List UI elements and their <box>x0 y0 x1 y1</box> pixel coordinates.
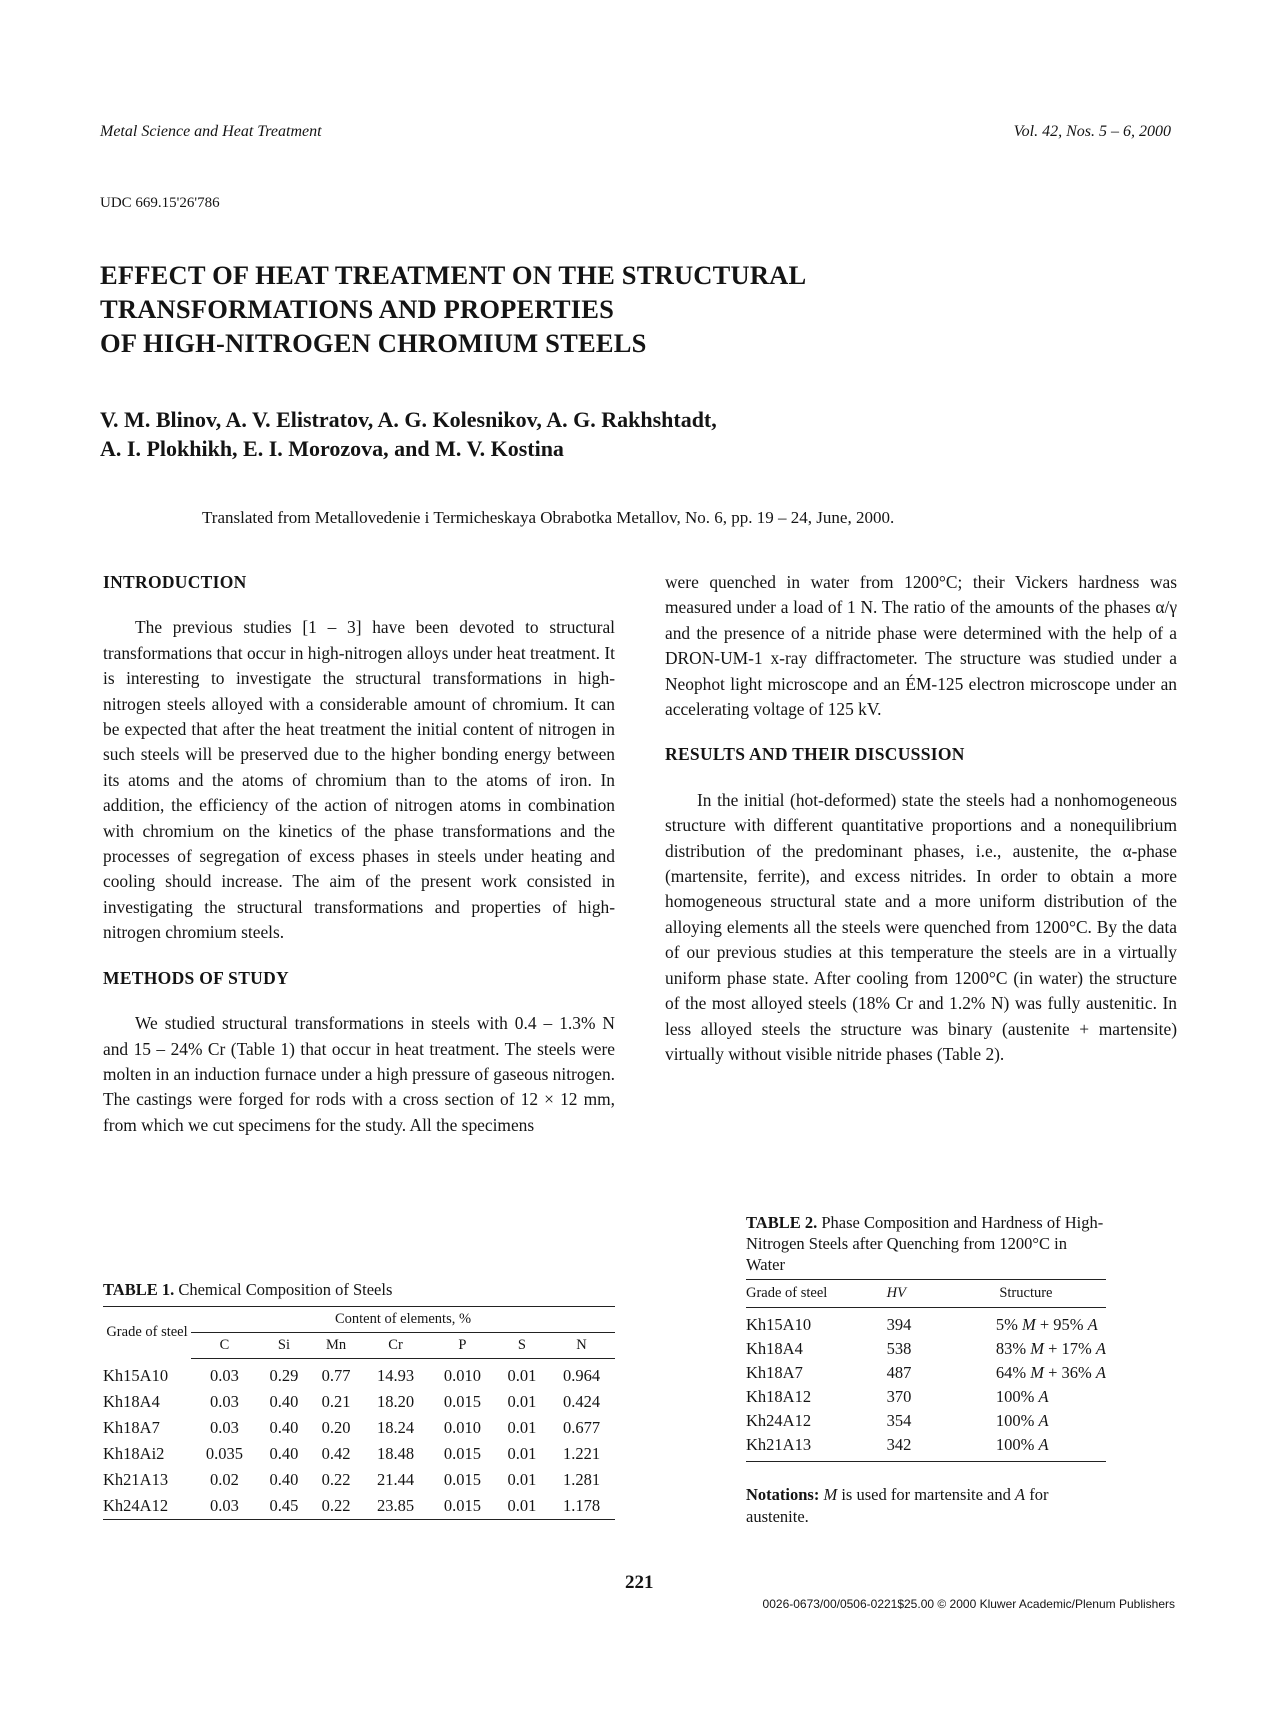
grade-cell: Kh18Ai2 <box>103 1444 165 1463</box>
value-cell: 18.20 <box>376 1392 415 1411</box>
table-1-column-header: N <box>548 1333 615 1359</box>
title-line: OF HIGH-NITROGEN CHROMIUM STEELS <box>100 328 647 358</box>
grade-cell: Kh21A13 <box>746 1433 865 1462</box>
table-1-column-header: Mn <box>310 1333 362 1359</box>
section-heading-introduction: INTRODUCTION <box>103 572 247 592</box>
value-cell: 0.03 <box>191 1493 258 1520</box>
value-cell: 14.93 <box>376 1366 415 1385</box>
right-column <box>665 570 1177 1067</box>
value-cell: 0.035 <box>205 1444 244 1463</box>
value-cell: 0.03 <box>210 1366 239 1385</box>
paper-title <box>100 258 1100 360</box>
udc-code: UDC 669.15'26'786 <box>100 195 220 211</box>
value-cell: 0.01 <box>507 1366 537 1385</box>
value-cell: 0.010 <box>443 1366 482 1385</box>
grade-cell: Kh21A13 <box>103 1470 169 1489</box>
author-list <box>100 405 1100 463</box>
table-row <box>746 1433 1106 1462</box>
value-cell: 0.40 <box>269 1392 299 1411</box>
table-2 <box>746 1212 1106 1528</box>
value-cell: 0.01 <box>507 1392 537 1411</box>
author-line: V. M. Blinov, A. V. Elistratov, A. G. Kolesnikov, A. G. Rakhshtadt, <box>100 407 717 432</box>
table-1-content-header: Content of elements, % <box>191 1307 615 1333</box>
table-1-caption <box>103 1280 615 1300</box>
value-cell: 0.40 <box>269 1444 299 1463</box>
value-cell: 0.015 <box>443 1470 482 1489</box>
grade-cell: Kh18A4 <box>103 1392 160 1411</box>
value-cell: 0.03 <box>210 1418 239 1437</box>
value-cell: 0.015 <box>443 1444 482 1463</box>
structure-cell: 64% M + 36% A <box>995 1363 1106 1382</box>
table-row <box>746 1308 1106 1338</box>
methods-paragraph-continued: were quenched in water from 1200°C; their Vickers hardness was measured under a load of 1 N. The ratio of the amounts of the phases α/γ and the presence of a nitride phase were determined with the help of a DRON-UM-1 x-ray diffractometer. The structure was studied under a Neophot light microscope and an ÉM-125 electron microscope under an accelerating voltage of 125 kV. <box>665 572 1177 720</box>
table-1-grid <box>103 1306 615 1520</box>
value-cell: 18.48 <box>376 1444 415 1463</box>
table-2-structure-header: Structure <box>946 1280 1106 1308</box>
structure-cell: 83% M + 17% A <box>995 1339 1106 1358</box>
value-cell: 0.40 <box>269 1418 299 1437</box>
table-row <box>746 1409 1106 1433</box>
results-paragraph: In the initial (hot-deformed) state the steels had a nonhomogeneous structure with different quantitative proportions and a nonequilibrium distribution of the predominant phases, i.e., austenite, the α-phase (martensite, ferrite), and excess nitrides. In order to obtain a more homogeneous structural state and a more uniform distribution of the alloying elements all the steels were quenched from 1200°C. By the data of our previous studies at this temperature the steels are in a virtually uniform phase state. After cooling from 1200°C (in water) the structure of the most alloyed steels (18% Cr and 1.2% N) was fully austenitic. In less alloyed steels the structure was binary (austenite + martensite) virtually without visible nitride phases (Table 2). <box>665 789 1177 1064</box>
journal-name: Metal Science and Heat Treatment <box>100 123 322 140</box>
value-cell: 0.015 <box>429 1493 496 1520</box>
table-1-column-header: C <box>191 1333 258 1359</box>
structure-cell: 5% M + 95% A <box>995 1315 1098 1334</box>
hardness-cell: 394 <box>886 1315 912 1334</box>
grade-cell: Kh15A10 <box>103 1365 169 1385</box>
value-cell: 1.178 <box>548 1493 615 1520</box>
value-cell: 0.01 <box>507 1470 537 1489</box>
volume-info: Vol. 42, Nos. 5 – 6, 2000 <box>1013 123 1171 140</box>
grade-cell: Kh18A7 <box>103 1418 160 1437</box>
value-cell: 0.01 <box>496 1493 548 1520</box>
table-2-title: Phase Composition and Hardness of High-Nitrogen Steels after Quenching from 1200°C in Water <box>746 1213 1104 1274</box>
table-row <box>103 1359 615 1390</box>
structure-cell: 100% A <box>946 1433 1106 1462</box>
table-row <box>103 1389 615 1415</box>
notations-text: M is used for martensite and A for austenite. <box>746 1485 1049 1526</box>
structure-cell: 100% A <box>995 1411 1049 1430</box>
table-1-title: Chemical Composition of Steels <box>178 1280 393 1299</box>
hardness-cell: 487 <box>886 1363 912 1382</box>
table-row <box>103 1493 615 1520</box>
value-cell: 1.281 <box>562 1470 601 1489</box>
table-row <box>103 1441 615 1467</box>
value-cell: 0.22 <box>321 1470 351 1489</box>
value-cell: 0.010 <box>443 1418 482 1437</box>
value-cell: 23.85 <box>362 1493 429 1520</box>
table-row <box>746 1361 1106 1385</box>
table-row <box>746 1385 1106 1409</box>
hardness-cell: 354 <box>886 1411 912 1430</box>
page-number: 221 <box>625 1572 654 1593</box>
hardness-cell: 342 <box>865 1433 946 1462</box>
value-cell: 0.964 <box>562 1366 601 1385</box>
section-heading-results: RESULTS AND THEIR DISCUSSION <box>665 744 965 765</box>
value-cell: 0.20 <box>321 1418 351 1437</box>
title-line: TRANSFORMATIONS AND PROPERTIES <box>100 294 615 324</box>
value-cell: 0.42 <box>321 1444 351 1463</box>
section-heading-methods: METHODS OF STUDY <box>103 967 289 988</box>
value-cell: 21.44 <box>376 1470 415 1489</box>
table-row <box>746 1337 1106 1361</box>
grade-cell: Kh18A4 <box>746 1339 803 1358</box>
value-cell: 0.03 <box>210 1392 239 1411</box>
table-2-grid <box>746 1279 1106 1462</box>
notations-label: Notations: <box>746 1485 820 1504</box>
hardness-cell: 538 <box>886 1339 912 1358</box>
hardness-cell: 370 <box>886 1387 912 1406</box>
value-cell: 0.21 <box>321 1392 351 1411</box>
value-cell: 0.01 <box>507 1444 537 1463</box>
value-cell: 0.02 <box>210 1470 239 1489</box>
table-1-column-header: P <box>429 1333 496 1359</box>
value-cell: 0.45 <box>258 1493 310 1520</box>
value-cell: 18.24 <box>376 1418 415 1437</box>
grade-cell: Kh24A12 <box>103 1493 191 1520</box>
value-cell: 0.677 <box>562 1418 601 1437</box>
introduction-paragraph: The previous studies [1 – 3] have been devoted to structural transformations that occur in high-nitrogen alloys under heat treatment. It is interesting to investigate the structural transformations in high-nitrogen steels alloyed with a considerable amount of chromium. It can be expected that after the heat treatment the initial content of nitrogen in such steels will be preserved due to the higher bonding energy between its atoms and the atoms of chromium than to the atoms of iron. In addition, the efficiency of the action of nitrogen atoms in combination with chromium on the kinetics of the phase transformations and the processes of segregation of excess phases in steels under heating and cooling should increase. The aim of the present work consisted in investigating the structural transformations and properties of high-nitrogen chromium steels. <box>103 617 615 943</box>
value-cell: 0.40 <box>269 1470 299 1489</box>
translation-note: Translated from Metallovedenie i Termicheskaya Obrabotka Metallov, No. 6, pp. 19 – 24, June, 2000. <box>202 508 895 527</box>
copyright-footer: 0026-0673/00/0506-0221$25.00 © 2000 Kluwer Academic/Plenum Publishers <box>762 1597 1175 1611</box>
table-1-label: TABLE 1. <box>103 1280 175 1299</box>
table-row <box>103 1467 615 1493</box>
table-2-hv-header: HV <box>865 1280 946 1308</box>
table-1-column-header: Cr <box>362 1333 429 1359</box>
table-2-label: TABLE 2. <box>746 1213 818 1232</box>
value-cell: 1.221 <box>562 1444 601 1463</box>
table-1 <box>103 1280 615 1520</box>
table-1-column-header: S <box>496 1333 548 1359</box>
grade-cell: Kh15A10 <box>746 1315 812 1334</box>
value-cell: 0.015 <box>443 1392 482 1411</box>
left-column <box>103 570 615 1138</box>
value-cell: 0.77 <box>321 1366 351 1385</box>
value-cell: 0.29 <box>269 1366 299 1385</box>
table-2-grade-header: Grade of steel <box>746 1280 865 1308</box>
structure-cell: 100% A <box>995 1387 1049 1406</box>
table-1-column-header: Si <box>258 1333 310 1359</box>
grade-cell: Kh18A12 <box>746 1387 812 1406</box>
table-row <box>103 1415 615 1441</box>
value-cell: 0.01 <box>507 1418 537 1437</box>
author-line: A. I. Plokhikh, E. I. Morozova, and M. V. Kostina <box>100 436 564 461</box>
table-2-notations <box>746 1484 1106 1528</box>
table-1-grade-header: Grade of steel <box>103 1307 191 1359</box>
title-line: EFFECT OF HEAT TREATMENT ON THE STRUCTURAL <box>100 260 807 290</box>
grade-cell: Kh24A12 <box>746 1411 812 1430</box>
grade-cell: Kh18A7 <box>746 1363 803 1382</box>
table-2-caption <box>746 1212 1106 1275</box>
methods-paragraph: We studied structural transformations in steels with 0.4 – 1.3% N and 15 – 24% Cr (Table 1) that occur in heat treatment. The steels were molten in an induction furnace under a high pressure of gaseous nitrogen. The castings were forged for rods with a cross section of 12 × 12 mm, from which we cut specimens for the study. All the specimens <box>103 1013 615 1135</box>
value-cell: 0.424 <box>562 1392 601 1411</box>
value-cell: 0.22 <box>310 1493 362 1520</box>
